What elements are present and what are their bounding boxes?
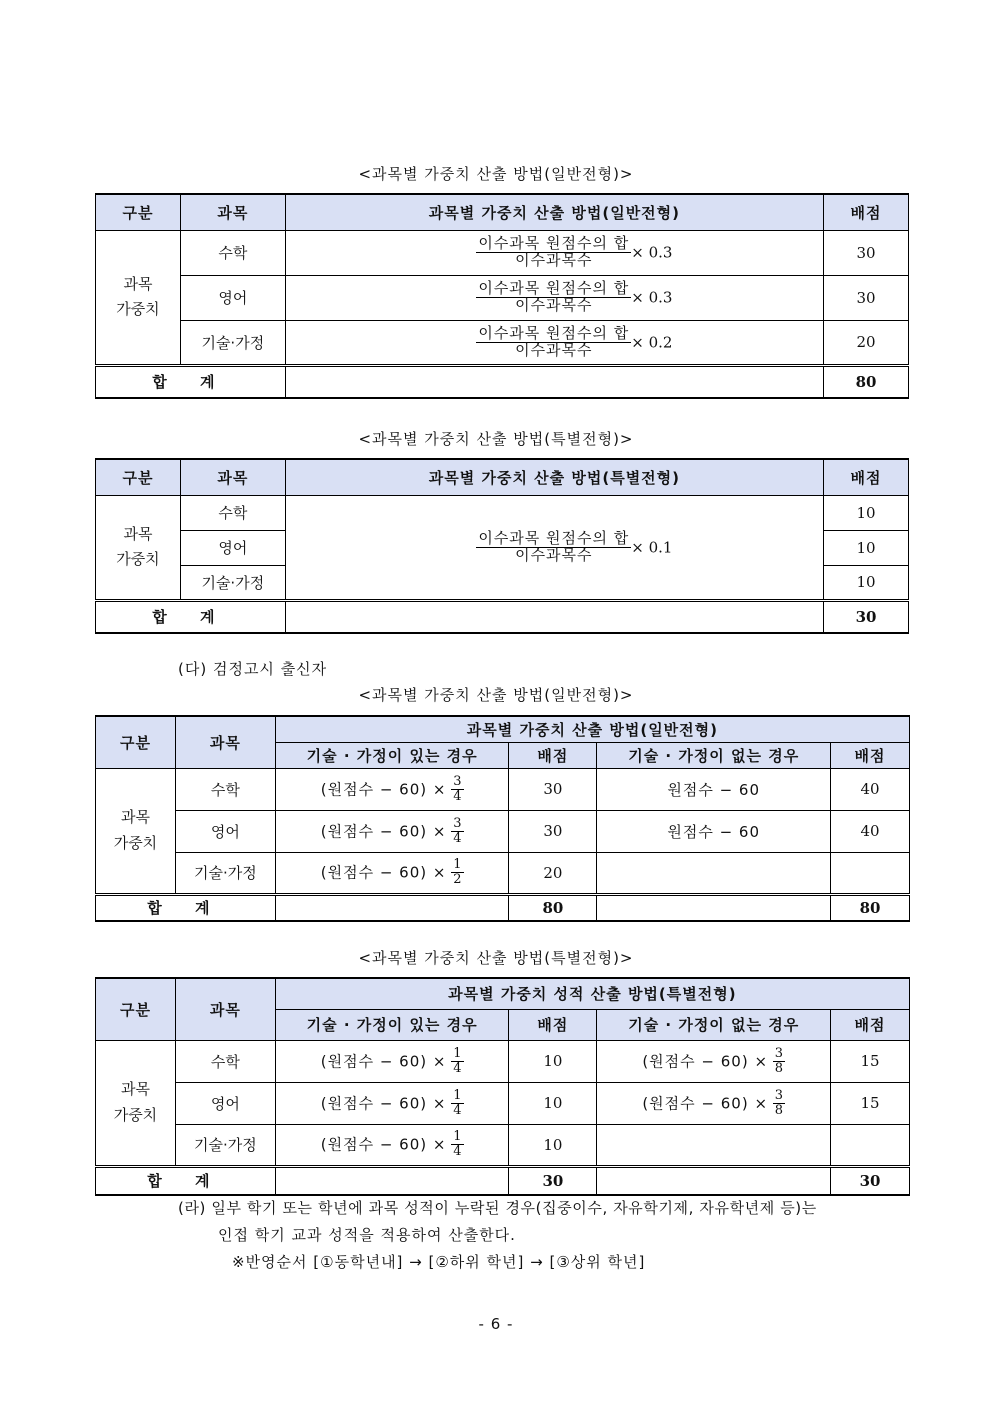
- table3-score-with: 30: [509, 810, 597, 852]
- table3-total-empty: [597, 894, 831, 921]
- table4-subheader-with: 기술 · 가정이 있는 경우: [275, 1009, 509, 1040]
- table3-total-without: 80: [831, 894, 910, 921]
- table3-total-empty: [275, 894, 509, 921]
- formula-numerator: 3: [453, 815, 462, 831]
- table3-formula-without: 원점수 − 60: [597, 768, 831, 810]
- section-e-line2: 인접 학기 교과 성적을 적용하여 산출한다.: [218, 1226, 516, 1244]
- table3-subheader-without: 기술 · 가정이 없는 경우: [597, 742, 831, 768]
- table2-header-subject: 과목: [180, 459, 285, 495]
- table1-formula: [285, 230, 823, 275]
- table3-formula-without: [597, 852, 831, 894]
- table3-formula-with: [275, 810, 509, 852]
- table4-score-with: 10: [509, 1040, 597, 1082]
- formula-denominator: 2: [453, 872, 462, 887]
- table4-formula-without: [597, 1124, 831, 1166]
- formula-numerator: 이수과목 원점수의 합: [478, 279, 630, 298]
- table2: [95, 458, 909, 634]
- table4-formula-with: [275, 1124, 509, 1166]
- table4-formula-with: [275, 1040, 509, 1082]
- table3: [95, 715, 910, 922]
- table2-subject: 기술·가정: [180, 565, 285, 600]
- table1-subject: 기술·가정: [180, 320, 285, 365]
- table4-total-label: 합 계: [96, 1166, 276, 1195]
- table2-score: 10: [824, 530, 909, 565]
- table2-score: 10: [824, 495, 909, 530]
- table1-formula: [285, 320, 823, 365]
- table3-score-without: 40: [831, 810, 910, 852]
- formula-denominator: 4: [453, 1144, 462, 1159]
- formula-expr: (원점수 − 60) ×: [320, 780, 447, 799]
- formula-numerator: 1: [453, 857, 462, 873]
- table1-total-label: 합 계: [96, 365, 286, 398]
- table3-subject: 기술·가정: [175, 852, 275, 894]
- table3-subheader-score: 배점: [831, 742, 910, 768]
- formula-expr: (원점수 − 60) ×: [320, 864, 447, 882]
- table4-header-subject: 과목: [175, 978, 275, 1040]
- table3-score-without: [831, 852, 910, 894]
- formula-denominator: 4: [453, 1060, 462, 1076]
- table1-formula: [285, 275, 823, 320]
- formula-expr: (원점수 − 60) ×: [320, 1094, 447, 1113]
- table2-total-empty: [285, 600, 823, 633]
- table1-caption: <과목별 가중치 산출 방법(일반전형)>: [358, 165, 634, 183]
- table1-score: 20: [824, 320, 909, 365]
- table4-subheader-score: 배점: [509, 1009, 597, 1040]
- table4-total-without: 30: [831, 1166, 910, 1195]
- formula-expr: (원점수 − 60) ×: [320, 1136, 447, 1154]
- table2-score: 10: [824, 565, 909, 600]
- table3-score-with: 30: [509, 768, 597, 810]
- table4-total-empty: [597, 1166, 831, 1195]
- table2-group-label: 과목 가중치: [96, 495, 181, 600]
- table4-score-without: [831, 1124, 910, 1166]
- table4: [95, 977, 910, 1196]
- formula-numerator: 3: [774, 1087, 784, 1103]
- table3-group-label: 과목 가중치: [96, 768, 176, 894]
- table4-formula-without: [597, 1040, 831, 1082]
- table1-header-group: 구분: [96, 194, 181, 230]
- table1-score: 30: [824, 275, 909, 320]
- table2-header-score: 배점: [824, 459, 909, 495]
- section-d-heading: (다) 검정고시 출신자: [178, 660, 328, 678]
- table1-subject: 영어: [180, 275, 285, 320]
- table4-subheader-without: 기술 · 가정이 없는 경우: [597, 1009, 831, 1040]
- table2-header-group: 구분: [96, 459, 181, 495]
- table4-formula-with: [275, 1082, 509, 1124]
- table4-score-with: 10: [509, 1082, 597, 1124]
- table3-caption: <과목별 가중치 산출 방법(일반전형)>: [358, 686, 634, 704]
- formula-denominator: 이수과목수: [515, 340, 593, 359]
- formula-numerator: 이수과목 원점수의 합: [478, 528, 630, 547]
- formula-factor: × 0.3: [631, 243, 673, 262]
- table4-header-group: 구분: [96, 978, 176, 1040]
- formula-numerator: 1: [453, 1087, 462, 1103]
- table3-score-with: 20: [509, 852, 597, 894]
- table1-total-empty: [285, 365, 823, 398]
- table4-subject: 영어: [175, 1082, 275, 1124]
- formula-expr: (원점수 − 60) ×: [642, 1052, 769, 1071]
- table3-header-subject: 과목: [175, 716, 275, 768]
- table1-score: 30: [824, 230, 909, 275]
- formula-factor: × 0.1: [631, 538, 673, 556]
- table1-group-label: 과목 가중치: [96, 230, 181, 365]
- formula-denominator: 8: [774, 1102, 784, 1118]
- table4-group-label: 과목 가중치: [96, 1040, 176, 1166]
- table3-formula-without: 원점수 − 60: [597, 810, 831, 852]
- table3-header-method: 과목별 가중치 산출 방법(일반전형): [275, 716, 909, 742]
- formula-factor: × 0.3: [631, 288, 673, 307]
- table4-score-with: 10: [509, 1124, 597, 1166]
- table2-subject: 수학: [180, 495, 285, 530]
- table3-score-without: 40: [831, 768, 910, 810]
- formula-denominator: 4: [453, 830, 462, 846]
- formula-denominator: 이수과목수: [515, 545, 593, 564]
- formula-numerator: 3: [453, 773, 462, 789]
- formula-denominator: 이수과목수: [515, 251, 593, 269]
- table4-formula-without: [597, 1082, 831, 1124]
- table1: [95, 193, 909, 399]
- table4-subheader-score: 배점: [831, 1009, 910, 1040]
- formula-expr: (원점수 − 60) ×: [642, 1094, 769, 1113]
- table4-subject: 기술·가정: [175, 1124, 275, 1166]
- table4-caption: <과목별 가중치 산출 방법(특별전형)>: [358, 949, 634, 967]
- table1-total: 80: [824, 365, 909, 398]
- formula-numerator: 3: [774, 1045, 784, 1061]
- table3-subject: 영어: [175, 810, 275, 852]
- formula-numerator: 이수과목 원점수의 합: [478, 234, 630, 253]
- table2-total: 30: [824, 600, 909, 633]
- table2-formula: [285, 495, 823, 600]
- table2-total-label: 합 계: [96, 600, 286, 633]
- table3-header-group: 구분: [96, 716, 176, 768]
- table4-total-empty: [275, 1166, 509, 1195]
- table2-header-method: 과목별 가중치 산출 방법(특별전형): [285, 459, 823, 495]
- table1-header-score: 배점: [824, 194, 909, 230]
- table1-header-method: 과목별 가중치 산출 방법(일반전형): [285, 194, 823, 230]
- table3-subheader-with: 기술 · 가정이 있는 경우: [275, 742, 509, 768]
- table3-formula-with: [275, 852, 509, 894]
- table3-subheader-score: 배점: [509, 742, 597, 768]
- table3-formula-with: [275, 768, 509, 810]
- table2-subject: 영어: [180, 530, 285, 565]
- table4-header-method: 과목별 가중치 성적 산출 방법(특별전형): [275, 978, 909, 1009]
- table1-subject: 수학: [180, 230, 285, 275]
- formula-numerator: 이수과목 원점수의 합: [478, 323, 630, 342]
- formula-expr: (원점수 − 60) ×: [320, 1052, 447, 1071]
- table4-total-with: 30: [509, 1166, 597, 1195]
- formula-expr: (원점수 − 60) ×: [320, 822, 447, 841]
- section-e-line1: (라) 일부 학기 또는 학년에 과목 성적이 누락된 경우(집중이수, 자유학기제, 자유학년제 등)는: [178, 1199, 817, 1217]
- formula-numerator: 1: [453, 1129, 462, 1145]
- formula-denominator: 8: [774, 1060, 784, 1076]
- table3-subject: 수학: [175, 768, 275, 810]
- table4-score-without: 15: [831, 1082, 910, 1124]
- formula-denominator: 이수과목수: [515, 296, 593, 314]
- table4-score-without: 15: [831, 1040, 910, 1082]
- table3-total-label: 합 계: [96, 894, 276, 921]
- formula-denominator: 4: [453, 1102, 462, 1118]
- table3-total-with: 80: [509, 894, 597, 921]
- page-number: - 6 -: [478, 1315, 514, 1333]
- table2-caption: <과목별 가중치 산출 방법(특별전형)>: [358, 430, 634, 448]
- formula-denominator: 4: [453, 788, 462, 804]
- table1-header-subject: 과목: [180, 194, 285, 230]
- table4-subject: 수학: [175, 1040, 275, 1082]
- section-e-note: ※반영순서 [①동학년내] → [②하위 학년] → [③상위 학년]: [232, 1253, 646, 1271]
- formula-numerator: 1: [453, 1045, 462, 1061]
- formula-factor: × 0.2: [631, 333, 673, 351]
